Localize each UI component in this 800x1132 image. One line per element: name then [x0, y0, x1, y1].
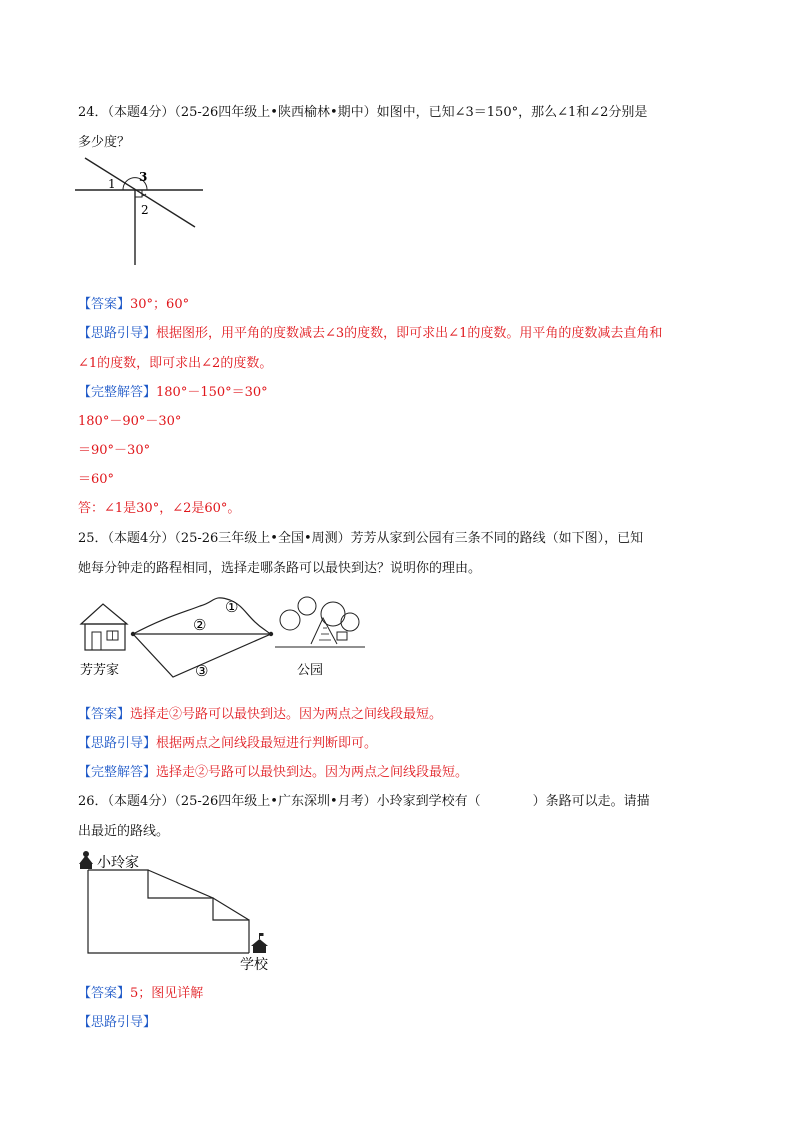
q26-stem-line2: 出最近的路线。 — [78, 824, 170, 839]
q24-hint-line1: 根据图形，用平角的度数减去∠3的度数，即可求出∠1的度数。用平角的度数减去直角和 — [156, 326, 663, 341]
school-label: 学校 — [240, 957, 268, 973]
q26-staircase-path — [88, 870, 249, 953]
q24-answer: 30°；60° — [130, 297, 190, 312]
q25-solution-tag: 【完整解答】 — [78, 765, 157, 780]
xiaoling-home-label: 小玲家 — [97, 855, 139, 871]
route-3-label: ③ — [195, 662, 209, 680]
q26-answer: 5；图见详解 — [130, 986, 204, 1001]
house-icon — [79, 851, 93, 869]
park-icon — [275, 597, 365, 647]
q26-hint-tag: 【思路引导】 — [78, 1015, 157, 1030]
q26-answer-tag: 【答案】 — [78, 986, 131, 1001]
q24-hint-line2: ∠1的度数，即可求出∠2的度数。 — [78, 356, 273, 371]
q24-angle-figure — [75, 155, 210, 270]
q25-answer-tag: 【答案】 — [78, 707, 131, 722]
q26-stem-line1: 26．（本题4分）（25-26四年级上•广东深圳•月考）小玲家到学校有（ ）条路可以走。请描 — [78, 794, 650, 809]
q24-solution-line3: ＝90°－30° — [78, 443, 151, 458]
home-label: 芳芳家 — [80, 663, 120, 678]
q24-solution-line4: ＝60° — [78, 472, 115, 487]
q26-outer-path — [88, 870, 249, 953]
q24-answer-tag: 【答案】 — [78, 297, 131, 312]
q25-hint: 根据两点之间线段最短进行判断即可。 — [156, 736, 378, 751]
q24-stem-line1: 24．（本题4分）（25-26四年级上•陕西榆林•期中）如图中，已知∠3＝150°，那么∠1和∠2分别是 — [78, 105, 648, 120]
q26-diagonal-path — [148, 870, 249, 920]
q25-answer: 选择走②号路可以最快到达。因为两点之间线段最短。 — [130, 707, 443, 722]
q24-angle1-arc — [123, 183, 125, 190]
q25-solution: 选择走②号路可以最快到达。因为两点之间线段最短。 — [156, 765, 469, 780]
q24-final-answer: 答：∠1是30°，∠2是60°。 — [78, 501, 241, 516]
q24-solution-tag: 【完整解答】 — [78, 385, 157, 400]
park-label: 公园 — [297, 663, 324, 678]
q25-hint-tag: 【思路引导】 — [78, 736, 157, 751]
q25-stem-line1: 25．（本题4分）（25-26三年级上•全国•周测）芳芳从家到公园有三条不同的路线（如下图），已知 — [78, 531, 644, 546]
q24-label-1: 1 — [108, 177, 116, 191]
school-icon — [251, 933, 268, 953]
q26-path-figure — [75, 848, 285, 973]
q24-label-3: 3 — [139, 170, 148, 184]
q24-stem-line2: 多少度？ — [78, 135, 131, 150]
route-start-dot — [131, 632, 135, 636]
q25-stem-line2: 她每分钟走的路程相同，选择走哪条路可以最快到达？说明你的理由。 — [78, 561, 482, 576]
q24-solution-line1: 180°－150°＝30° — [156, 385, 268, 400]
house-icon — [81, 604, 127, 650]
route-end-dot — [269, 632, 273, 636]
route-1-label: ① — [225, 598, 239, 616]
route-2-label: ② — [193, 616, 207, 634]
q25-route-figure — [75, 592, 375, 687]
q24-slanted-line — [85, 158, 195, 227]
q24-label-2: 2 — [141, 203, 149, 217]
q24-solution-line2: 180°－90°－30° — [78, 414, 182, 429]
q24-hint-tag: 【思路引导】 — [78, 326, 157, 341]
